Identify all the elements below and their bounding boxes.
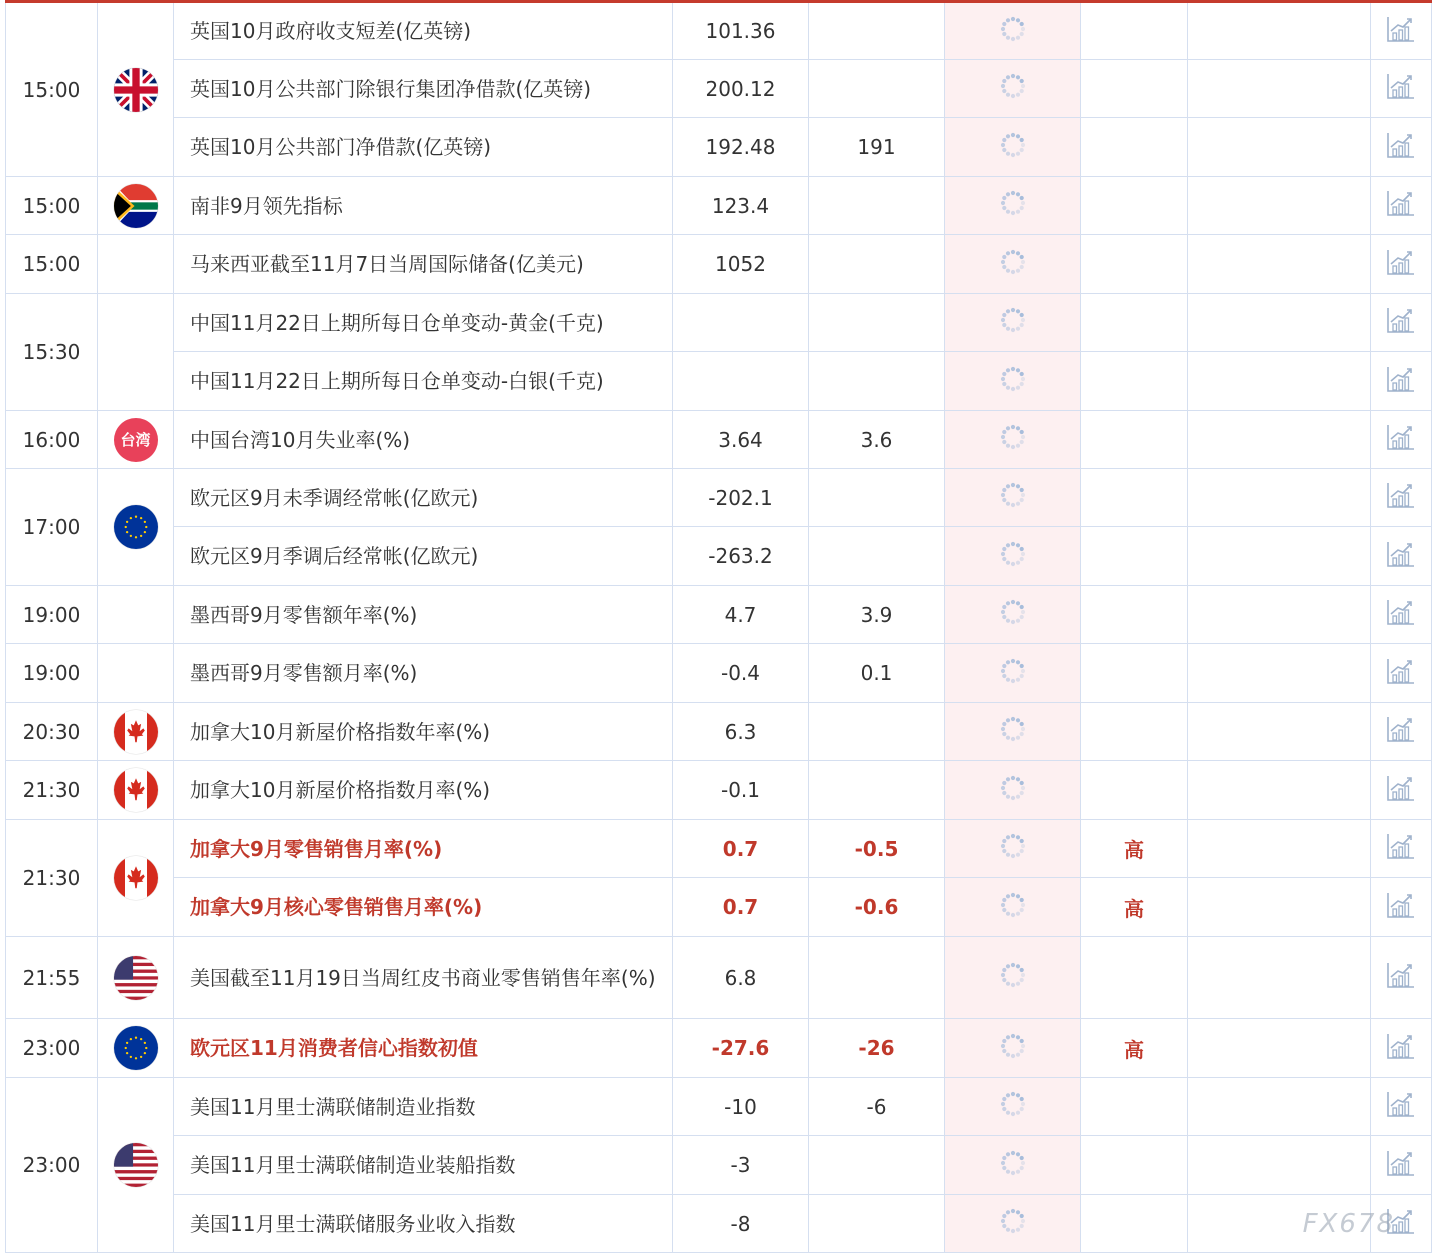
loading-spinner-icon [999,774,1027,807]
interpretation-cell [1188,820,1371,878]
calendar-row [6,60,1432,118]
chart-icon[interactable] [1386,72,1416,105]
release-time: 23:00 [6,1078,98,1253]
forecast-value [809,352,945,411]
forecast-value [809,937,945,1019]
calendar-row [6,761,1432,820]
calendar-row [6,1019,1432,1078]
loading-spinner-icon [999,832,1027,865]
interpretation-cell [1188,469,1371,527]
actual-value [945,177,1081,235]
watermark: FX678 [1302,1209,1395,1239]
chart-cell [1371,411,1432,469]
indicator-name: 墨西哥9月零售额年率(%) [174,586,673,644]
forecast-value [809,2,945,60]
actual-value [945,411,1081,469]
interpretation-cell [1188,177,1371,235]
chart-cell [1371,586,1432,644]
actual-value [945,60,1081,118]
forecast-value [809,294,945,352]
chart-cell [1371,820,1432,878]
actual-value [945,820,1081,878]
previous-value [673,352,809,411]
importance-label [1081,294,1188,352]
actual-value [945,527,1081,586]
indicator-name: 加拿大9月零售销售月率(%) [174,820,673,878]
chart-icon[interactable] [1386,131,1416,164]
loading-spinner-icon [999,1149,1027,1182]
importance-label [1081,1078,1188,1136]
importance-label: 高 [1081,820,1188,878]
actual-value [945,469,1081,527]
forecast-value: -26 [809,1019,945,1078]
chart-cell [1371,527,1432,586]
calendar-row [6,235,1432,294]
us-flag-icon [114,956,158,1000]
interpretation-cell [1188,937,1371,1019]
chart-icon[interactable] [1386,1149,1416,1182]
actual-value [945,703,1081,761]
taiwan-flag-icon: 台湾 [114,418,158,462]
forecast-value [809,761,945,820]
uk-flag-icon [114,68,158,112]
indicator-name: 美国截至11月19日当周红皮书商业零售销售年率(%) [174,937,673,1019]
importance-label [1081,1136,1188,1195]
chart-icon[interactable] [1386,598,1416,631]
calendar-row [6,469,1432,527]
previous-value: 1052 [673,235,809,294]
chart-cell [1371,703,1432,761]
calendar-row [6,294,1432,352]
indicator-name: 南非9月领先指标 [174,177,673,235]
forecast-value [809,469,945,527]
country-flag-cell [98,294,174,411]
interpretation-cell [1188,352,1371,411]
calendar-row [6,2,1432,60]
chart-cell [1371,118,1432,177]
actual-value [945,2,1081,60]
importance-label [1081,177,1188,235]
interpretation-cell [1188,878,1371,937]
loading-spinner-icon [999,1032,1027,1065]
previous-value: -0.4 [673,644,809,703]
country-flag-cell [98,644,174,703]
indicator-name: 欧元区9月未季调经常帐(亿欧元) [174,469,673,527]
forecast-value [809,177,945,235]
chart-cell [1371,60,1432,118]
country-flag-cell [98,2,174,177]
country-flag-cell [98,586,174,644]
calendar-row [6,352,1432,411]
actual-value [945,586,1081,644]
indicator-name: 英国10月公共部门净借款(亿英镑) [174,118,673,177]
forecast-value [809,527,945,586]
actual-value [945,761,1081,820]
chart-icon[interactable] [1386,481,1416,514]
chart-cell [1371,1136,1432,1195]
chart-cell [1371,2,1432,60]
release-time: 16:00 [6,411,98,469]
interpretation-cell [1188,2,1371,60]
chart-cell [1371,1019,1432,1078]
canada-flag-icon [114,768,158,812]
chart-cell [1371,177,1432,235]
loading-spinner-icon [999,1207,1027,1240]
forecast-value [809,1136,945,1195]
forecast-value: 3.6 [809,411,945,469]
chart-icon[interactable] [1386,832,1416,865]
interpretation-cell [1188,235,1371,294]
chart-cell [1371,469,1432,527]
indicator-name: 墨西哥9月零售额月率(%) [174,644,673,703]
actual-value [945,644,1081,703]
previous-value: 200.12 [673,60,809,118]
previous-value: -8 [673,1195,809,1253]
previous-value [673,294,809,352]
calendar-row [6,118,1432,177]
importance-label [1081,118,1188,177]
interpretation-cell [1188,586,1371,644]
indicator-name: 美国11月里士满联储制造业指数 [174,1078,673,1136]
indicator-name: 欧元区9月季调后经常帐(亿欧元) [174,527,673,586]
chart-icon[interactable] [1386,1090,1416,1123]
previous-value: 4.7 [673,586,809,644]
chart-icon[interactable] [1386,1032,1416,1065]
calendar-row [6,703,1432,761]
actual-value [945,1078,1081,1136]
importance-label [1081,937,1188,1019]
calendar-row [6,177,1432,235]
release-time: 20:30 [6,703,98,761]
loading-spinner-icon [999,423,1027,456]
previous-value: 6.8 [673,937,809,1019]
actual-value [945,118,1081,177]
previous-value: -202.1 [673,469,809,527]
interpretation-cell [1188,703,1371,761]
chart-cell [1371,294,1432,352]
release-time: 17:00 [6,469,98,586]
forecast-value: -6 [809,1078,945,1136]
actual-value [945,937,1081,1019]
calendar-row [6,878,1432,937]
actual-value [945,1019,1081,1078]
forecast-value: 191 [809,118,945,177]
forecast-value: -0.5 [809,820,945,878]
loading-spinner-icon [999,189,1027,222]
actual-value [945,235,1081,294]
chart-icon[interactable] [1386,891,1416,924]
release-time: 23:00 [6,1019,98,1078]
previous-value: -3 [673,1136,809,1195]
indicator-name: 中国11月22日上期所每日仓单变动-黄金(千克) [174,294,673,352]
interpretation-cell [1188,761,1371,820]
calendar-row [6,1195,1432,1253]
importance-label [1081,703,1188,761]
indicator-name: 美国11月里士满联储服务业收入指数 [174,1195,673,1253]
previous-value: 0.7 [673,820,809,878]
country-flag-cell [98,1078,174,1253]
calendar-row [6,1136,1432,1195]
indicator-name: 美国11月里士满联储制造业装船指数 [174,1136,673,1195]
chart-icon[interactable] [1386,423,1416,456]
country-flag-cell [98,469,174,586]
release-time: 15:00 [6,235,98,294]
loading-spinner-icon [999,365,1027,398]
country-flag-cell [98,703,174,761]
country-flag-cell [98,177,174,235]
calendar-row [6,527,1432,586]
release-time: 21:30 [6,820,98,937]
importance-label [1081,235,1188,294]
loading-spinner-icon [999,1090,1027,1123]
eu-flag-icon [114,505,158,549]
loading-spinner-icon [999,72,1027,105]
previous-value: -263.2 [673,527,809,586]
loading-spinner-icon [999,15,1027,48]
chart-cell [1371,878,1432,937]
release-time: 15:30 [6,294,98,411]
chart-cell [1371,1078,1432,1136]
country-flag-cell [98,1019,174,1078]
previous-value: 6.3 [673,703,809,761]
country-flag-cell [98,761,174,820]
actual-value [945,294,1081,352]
chart-icon[interactable] [1386,365,1416,398]
interpretation-cell [1188,527,1371,586]
chart-icon[interactable] [1386,189,1416,222]
forecast-value: -0.6 [809,878,945,937]
economic-calendar-table [5,0,1432,1253]
indicator-name: 中国台湾10月失业率(%) [174,411,673,469]
previous-value: 192.48 [673,118,809,177]
release-time: 15:00 [6,2,98,177]
south-africa-flag-icon [114,184,158,228]
interpretation-cell [1188,1019,1371,1078]
previous-value: 3.64 [673,411,809,469]
indicator-name: 加拿大10月新屋价格指数月率(%) [174,761,673,820]
forecast-value [809,60,945,118]
previous-value: 0.7 [673,878,809,937]
country-flag-cell [98,411,174,469]
country-flag-cell [98,820,174,937]
release-time: 19:00 [6,586,98,644]
loading-spinner-icon [999,131,1027,164]
interpretation-cell [1188,60,1371,118]
previous-value: -0.1 [673,761,809,820]
country-flag-cell [98,937,174,1019]
chart-icon[interactable] [1386,774,1416,807]
interpretation-cell [1188,1078,1371,1136]
calendar-row [6,586,1432,644]
chart-cell [1371,937,1432,1019]
loading-spinner-icon [999,540,1027,573]
importance-label [1081,761,1188,820]
previous-value: 101.36 [673,2,809,60]
interpretation-cell [1188,118,1371,177]
canada-flag-icon [114,856,158,900]
eu-flag-icon [114,1026,158,1070]
loading-spinner-icon [999,715,1027,748]
previous-value: -10 [673,1078,809,1136]
indicator-name: 英国10月政府收支短差(亿英镑) [174,2,673,60]
country-flag-cell [98,235,174,294]
chart-icon[interactable] [1386,248,1416,281]
chart-icon[interactable] [1386,961,1416,994]
calendar-row [6,820,1432,878]
chart-cell [1371,352,1432,411]
actual-value [945,1195,1081,1253]
loading-spinner-icon [999,481,1027,514]
forecast-value [809,1195,945,1253]
chart-cell [1371,235,1432,294]
interpretation-cell [1188,644,1371,703]
importance-label [1081,469,1188,527]
forecast-value [809,235,945,294]
chart-icon[interactable] [1386,15,1416,48]
forecast-value: 3.9 [809,586,945,644]
us-flag-icon [114,1143,158,1187]
release-time: 21:55 [6,937,98,1019]
chart-icon[interactable] [1386,306,1416,339]
release-time: 19:00 [6,644,98,703]
importance-label [1081,60,1188,118]
actual-value [945,1136,1081,1195]
chart-cell [1371,644,1432,703]
loading-spinner-icon [999,961,1027,994]
importance-label [1081,527,1188,586]
release-time: 21:30 [6,761,98,820]
actual-value [945,878,1081,937]
loading-spinner-icon [999,891,1027,924]
chart-icon[interactable] [1386,540,1416,573]
chart-cell [1371,761,1432,820]
release-time: 15:00 [6,177,98,235]
loading-spinner-icon [999,598,1027,631]
interpretation-cell [1188,1136,1371,1195]
importance-label [1081,1195,1188,1253]
interpretation-cell [1188,411,1371,469]
importance-label: 高 [1081,1019,1188,1078]
chart-icon[interactable] [1386,715,1416,748]
importance-label [1081,352,1188,411]
forecast-value [809,703,945,761]
indicator-name: 英国10月公共部门除银行集团净借款(亿英镑) [174,60,673,118]
importance-label [1081,644,1188,703]
importance-label [1081,2,1188,60]
loading-spinner-icon [999,306,1027,339]
calendar-row [6,937,1432,1019]
loading-spinner-icon [999,657,1027,690]
indicator-name: 马来西亚截至11月7日当周国际储备(亿美元) [174,235,673,294]
indicator-name: 加拿大10月新屋价格指数年率(%) [174,703,673,761]
interpretation-cell [1188,294,1371,352]
canada-flag-icon [114,710,158,754]
indicator-name: 中国11月22日上期所每日仓单变动-白银(千克) [174,352,673,411]
importance-label: 高 [1081,878,1188,937]
calendar-row [6,644,1432,703]
calendar-row [6,411,1432,469]
importance-label [1081,586,1188,644]
indicator-name: 欧元区11月消费者信心指数初值 [174,1019,673,1078]
importance-label [1081,411,1188,469]
loading-spinner-icon [999,248,1027,281]
previous-value: -27.6 [673,1019,809,1078]
chart-icon[interactable] [1386,657,1416,690]
actual-value [945,352,1081,411]
calendar-row [6,1078,1432,1136]
forecast-value: 0.1 [809,644,945,703]
indicator-name: 加拿大9月核心零售销售月率(%) [174,878,673,937]
previous-value: 123.4 [673,177,809,235]
